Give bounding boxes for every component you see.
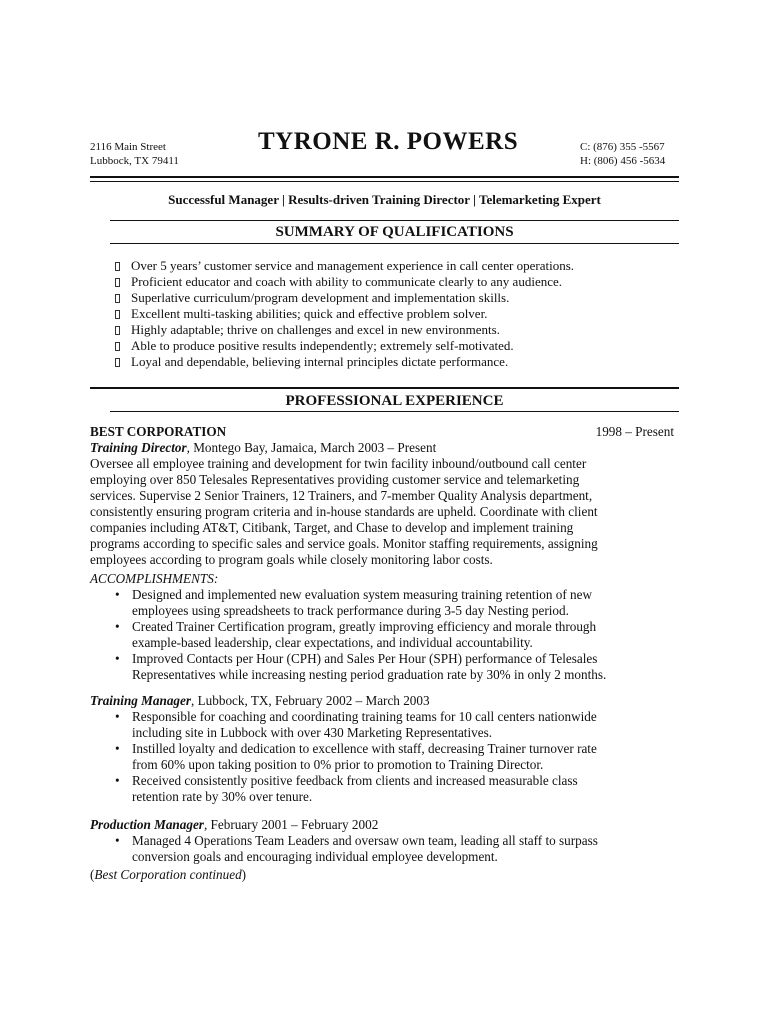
role-description: Oversee all employee training and development for twin facility inbound/outbound call center employing over 850 Telesales Representatives providing customer service and telemarketing services. Supervise 2 Senior Trainers, 12 Trainers, and 7-member Quality Analysis department, consistently ensuring program criteria and in-house standards are upheld. Coordinate with client companies including AT&T, Citibank, Target, and Chase to develop and implement training programs according to specific sales and service goals. Monitor staffing requirements, assigning employees according to program goals while closely monitoring labor costs. (90, 456, 598, 567)
role-training-manager (90, 693, 688, 709)
tagline: Successful Manager | Results-driven Training Director | Telemarketing Expert (168, 192, 601, 207)
list-item: Loyal and dependable, believing internal principles dictate performance. (115, 354, 574, 370)
summary-rule-top (110, 220, 679, 221)
list-item: Highly adaptable; thrive on challenges and excel in new environments. (115, 322, 574, 338)
role-production-manager (90, 817, 688, 833)
bullet-icon: • (115, 587, 120, 602)
continued-note: (Best Corporation continued) (90, 867, 247, 882)
job-details: , Montego Bay, Jamaica, March 2003 – Present (186, 440, 437, 455)
list-item: • Improved Contacts per Hour (CPH) and Sales Per Hour (SPH) performance of Telesales Representatives while increasing nesting period graduation rate by 30% in only 2 months. (115, 651, 607, 682)
list-item: • Created Trainer Certification program, greatly improving efficiency and morale through example-based leadership, clear expectations, and individual accountability. (115, 619, 597, 650)
list-item: • Instilled loyalty and dedication to excellence with staff, decreasing Trainer turnover rate from 60% upon taking position to 0% prior to promotion to Training Director. (115, 741, 597, 772)
summary-heading: SUMMARY OF QUALIFICATIONS (275, 224, 514, 240)
checkbox-bullet-icon (115, 358, 120, 367)
job-details: , Lubbock, TX, February 2002 – March 2003 (191, 693, 430, 708)
bullet-icon: • (115, 833, 120, 848)
address-block (90, 140, 179, 168)
company-name: BEST CORPORATION (90, 424, 227, 439)
accomplishments-list (90, 587, 688, 683)
list-item: • Received consistently positive feedback from clients and increased measurable class retention rate by 30% over tenure. (115, 773, 578, 804)
phone-home: H: (806) 456 -5634 (580, 155, 666, 167)
bullet-icon: • (115, 651, 120, 666)
list-item: • Managed 4 Operations Team Leaders and oversaw own team, leading all staff to surpass conversion goals and encouraging individual employee development. (115, 833, 598, 864)
checkbox-bullet-icon (115, 310, 120, 319)
checkbox-bullet-icon (115, 262, 120, 271)
role-training-director (90, 440, 688, 456)
summary-rule-bottom (110, 243, 679, 244)
phone-cell: C: (876) 355 -5567 (580, 141, 665, 153)
list-item: • Designed and implemented new evaluation system measuring training retention of new employees using spreadsheets to track performance during 3-5 day Nesting period. (115, 587, 592, 618)
checkbox-bullet-icon (115, 326, 120, 335)
training-manager-list (90, 709, 688, 805)
experience-rule-top (90, 387, 679, 389)
phone-block (580, 140, 665, 168)
experience-body (90, 424, 688, 883)
list-item: Able to produce positive results independently; extremely self-motivated. (115, 338, 574, 354)
candidate-name: TYRONE R. POWERS (258, 128, 519, 155)
list-item: Superlative curriculum/program development and implementation skills. (115, 290, 574, 306)
company-dates: 1998 – Present (595, 424, 674, 439)
job-details: , February 2001 – February 2002 (203, 817, 379, 832)
job-title: Training Director (90, 440, 187, 455)
address-line-1: 2116 Main Street (90, 141, 166, 153)
qualifications-list (115, 258, 574, 370)
list-item: Proficient educator and coach with ability to communicate clearly to any audience. (115, 274, 574, 290)
company-row (90, 424, 688, 440)
production-manager-list (90, 833, 688, 865)
experience-heading: PROFESSIONAL EXPERIENCE (285, 393, 504, 409)
bullet-icon: • (115, 619, 120, 634)
list-item: Excellent multi-tasking abilities; quick and effective problem solver. (115, 306, 574, 322)
job-title: Training Manager (90, 693, 192, 708)
checkbox-bullet-icon (115, 278, 120, 287)
accomplishments-label: ACCOMPLISHMENTS: (90, 571, 219, 586)
job-title: Production Manager (90, 817, 204, 832)
list-item: • Responsible for coaching and coordinating training teams for 10 call centers nationwide including site in Lubbock with over 430 Marketing Representatives. (115, 709, 597, 740)
address-line-2: Lubbock, TX 79411 (90, 155, 179, 167)
header-rule-thin (90, 181, 679, 182)
header-rule-thick (90, 176, 679, 178)
experience-rule-bottom (110, 411, 679, 412)
checkbox-bullet-icon (115, 294, 120, 303)
bullet-icon: • (115, 741, 120, 756)
list-item: Over 5 years’ customer service and management experience in call center operations. (115, 258, 574, 274)
bullet-icon: • (115, 773, 120, 788)
checkbox-bullet-icon (115, 342, 120, 351)
bullet-icon: • (115, 709, 120, 724)
